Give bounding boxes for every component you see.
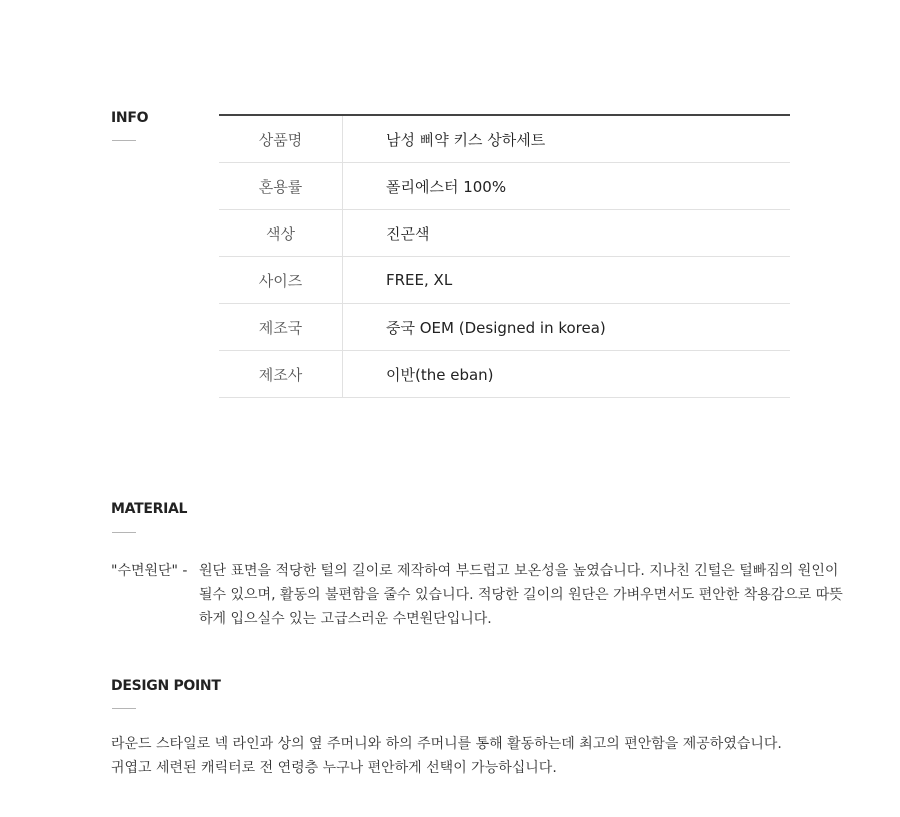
table-row	[219, 304, 790, 351]
table-row	[219, 115, 790, 163]
table-row	[219, 351, 790, 398]
material-section-title: MATERIAL	[111, 501, 188, 517]
material-description-text: 원단 표면을 적당한 털의 길이로 제작하여 부드럽고 보온성을 높였습니다. 지나친 긴털은 털빠짐의 원인이 될수 있으며, 활동의 불편함을 줄수 있습니다. 적당한 길이의 원단은 가벼우면서도 편안한 착용감으로 따뜻하게 입으실수 있는 고급스러운 수면원단입니다.	[199, 563, 843, 627]
design-point-section-title: DESIGN POINT	[111, 678, 221, 694]
table-row	[219, 257, 790, 304]
info-section-title: INFO	[111, 110, 149, 126]
manufacturer-label: 제조사	[219, 351, 343, 398]
design-point-description	[111, 732, 871, 780]
info-title-underline	[112, 140, 136, 141]
product-info-table	[219, 114, 790, 398]
color-label: 색상	[219, 210, 343, 257]
size-label: 사이즈	[219, 257, 343, 304]
design-point-line: 귀엽고 세련된 캐릭터로 전 연령층 누구나 편안하게 선택이 가능하십니다.	[111, 760, 557, 776]
design-point-line: 라운드 스타일로 넥 라인과 상의 옆 주머니와 하의 주머니를 통해 활동하는데 최고의 편안함을 제공하였습니다.	[111, 736, 782, 752]
material-blend-value: 폴리에스터 100%	[343, 163, 791, 210]
material-term: "수면원단" -	[111, 563, 188, 579]
material-description	[111, 559, 856, 631]
material-blend-label: 혼용률	[219, 163, 343, 210]
material-title-underline	[112, 532, 136, 533]
product-name-label: 상품명	[219, 115, 343, 163]
country-of-manufacture-label: 제조국	[219, 304, 343, 351]
manufacturer-value: 이반(the eban)	[343, 351, 791, 398]
product-name-value: 남성 삐약 키스 상하세트	[343, 115, 791, 163]
country-of-manufacture-value: 중국 OEM (Designed in korea)	[343, 304, 791, 351]
table-row	[219, 210, 790, 257]
size-value: FREE, XL	[343, 257, 791, 304]
color-value: 진곤색	[343, 210, 791, 257]
table-row	[219, 163, 790, 210]
design-point-title-underline	[112, 708, 136, 709]
